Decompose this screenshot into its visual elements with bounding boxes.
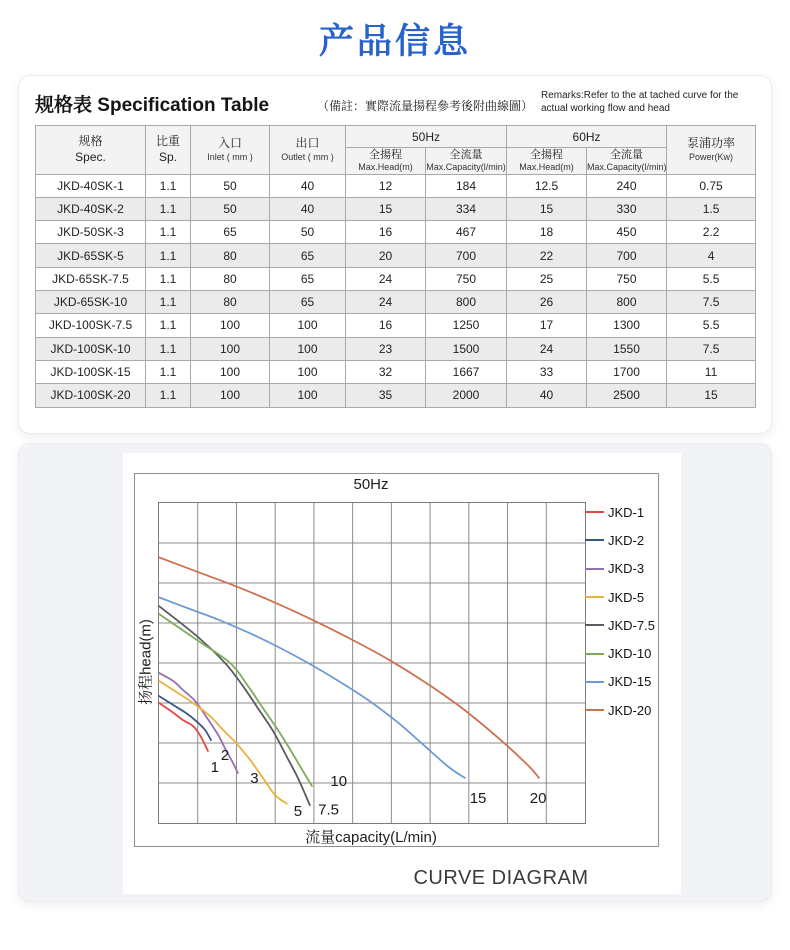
chart-x-axis-label: 流量capacity(L/min) xyxy=(305,829,437,846)
table-cell: 12.5 xyxy=(507,174,587,197)
table-cell: 50 xyxy=(270,221,346,244)
curve-jkd-1 xyxy=(159,703,208,751)
table-cell: 184 xyxy=(426,174,507,197)
table-row xyxy=(36,174,756,197)
table-cell: JKD-100SK-10 xyxy=(36,337,146,360)
table-cell: JKD-40SK-1 xyxy=(36,174,146,197)
table-cell: 2.2 xyxy=(667,221,756,244)
table-cell: 1.1 xyxy=(146,384,191,407)
table-cell: 65 xyxy=(270,267,346,290)
table-cell: 80 xyxy=(191,267,270,290)
table-cell: 50 xyxy=(191,174,270,197)
table-cell: 24 xyxy=(346,291,426,314)
curve-jkd-20 xyxy=(159,557,539,777)
table-cell: 100 xyxy=(191,314,270,337)
spec-table-title-zh: 规格表 xyxy=(35,95,93,116)
table-row xyxy=(36,360,756,383)
table-cell: 700 xyxy=(426,244,507,267)
curve-jkd-15 xyxy=(159,597,465,777)
col-header-60hz-capacity: 全流量 Max.Capacity(l/min) xyxy=(587,149,667,173)
table-cell: 800 xyxy=(587,291,667,314)
table-cell: 100 xyxy=(191,384,270,407)
spec-table-header-row1 xyxy=(36,126,756,148)
legend-item xyxy=(585,555,655,583)
table-cell: 750 xyxy=(587,267,667,290)
table-cell: JKD-100SK-20 xyxy=(36,384,146,407)
table-cell: 15 xyxy=(346,197,426,220)
spec-note: （備註：實際流量揚程參考後附曲線圖） xyxy=(316,99,533,113)
legend-dash-icon xyxy=(585,539,604,541)
table-cell: 22 xyxy=(507,244,587,267)
chart-plot-area xyxy=(158,502,586,824)
curve-chart-area xyxy=(123,453,681,894)
curve-end-label-3: 3 xyxy=(250,769,259,787)
table-cell: 80 xyxy=(191,244,270,267)
table-cell: 330 xyxy=(587,197,667,220)
table-row xyxy=(36,267,756,290)
table-cell: 26 xyxy=(507,291,587,314)
legend-dash-icon xyxy=(585,653,604,655)
table-cell: 50 xyxy=(191,197,270,220)
spec-panel xyxy=(18,75,772,434)
table-cell: 240 xyxy=(587,174,667,197)
legend-item xyxy=(585,611,655,639)
table-cell: 4 xyxy=(667,244,756,267)
table-cell: 1300 xyxy=(587,314,667,337)
legend-item xyxy=(585,639,655,667)
table-cell: 7.5 xyxy=(667,337,756,360)
table-cell: 15 xyxy=(667,384,756,407)
col-header-50hz: 50Hz xyxy=(346,126,507,148)
curve-plot-svg xyxy=(159,503,585,823)
table-cell: JKD-65SK-7.5 xyxy=(36,267,146,290)
spec-table-title-en: Specification Table xyxy=(97,95,270,116)
table-cell: JKD-100SK-7.5 xyxy=(36,314,146,337)
table-cell: 80 xyxy=(191,291,270,314)
legend-dash-icon xyxy=(585,709,604,711)
col-header-sp: 比重 Sp. xyxy=(146,126,191,175)
table-cell: 750 xyxy=(426,267,507,290)
legend-dash-icon xyxy=(585,568,604,570)
table-cell: 800 xyxy=(426,291,507,314)
table-cell: 1.5 xyxy=(667,197,756,220)
table-cell: 334 xyxy=(426,197,507,220)
curve-end-label-1: 1 xyxy=(210,759,219,776)
table-cell: 33 xyxy=(507,360,587,383)
curve-end-label-20: 20 xyxy=(529,790,547,808)
table-cell: JKD-50SK-3 xyxy=(36,221,146,244)
table-cell: 40 xyxy=(270,174,346,197)
table-cell: 65 xyxy=(270,291,346,314)
table-cell: JKD-100SK-15 xyxy=(36,360,146,383)
legend-label: JKD-2 xyxy=(608,532,645,548)
col-header-outlet: 出口 Outlet ( mm ) xyxy=(270,126,346,175)
table-cell: 100 xyxy=(270,384,346,407)
legend-item xyxy=(585,583,655,611)
table-cell: 12 xyxy=(346,174,426,197)
table-cell: 17 xyxy=(507,314,587,337)
table-cell: 16 xyxy=(346,221,426,244)
table-cell: 1.1 xyxy=(146,244,191,267)
col-header-50hz-head: 全揚程 Max.Head(m) xyxy=(346,148,426,175)
legend-label: JKD-5 xyxy=(608,589,645,605)
table-cell: 23 xyxy=(346,337,426,360)
legend-dash-icon xyxy=(585,681,604,683)
legend-label: JKD-15 xyxy=(608,674,652,690)
table-cell: 32 xyxy=(346,360,426,383)
table-cell: 1.1 xyxy=(146,314,191,337)
table-row xyxy=(36,221,756,244)
table-cell: 1667 xyxy=(426,360,507,383)
spec-panel-header xyxy=(19,76,771,123)
table-cell: 0.75 xyxy=(667,174,756,197)
col-header-spec: 规格 Spec. xyxy=(36,126,146,175)
legend-item xyxy=(585,696,655,724)
table-cell: 450 xyxy=(587,221,667,244)
table-row xyxy=(36,244,756,267)
table-row xyxy=(36,291,756,314)
col-header-50hz-capacity: 全流量 Max.Capacity(l/min) xyxy=(426,149,506,173)
table-cell: 1.1 xyxy=(146,291,191,314)
legend-label: JKD-3 xyxy=(608,561,645,577)
legend-dash-icon xyxy=(585,596,604,598)
chart-legend xyxy=(585,498,655,724)
table-cell: 100 xyxy=(270,360,346,383)
table-cell: 700 xyxy=(587,244,667,267)
table-cell: 65 xyxy=(270,244,346,267)
table-cell: 18 xyxy=(507,221,587,244)
spec-table-body xyxy=(36,174,756,407)
curve-jkd-7.5 xyxy=(159,606,310,805)
curve-diagram-caption: CURVE DIAGRAM xyxy=(413,867,589,889)
table-row xyxy=(36,337,756,360)
table-cell: 2500 xyxy=(587,384,667,407)
legend-label: JKD-10 xyxy=(608,646,652,662)
table-row xyxy=(36,197,756,220)
table-cell: 467 xyxy=(426,221,507,244)
legend-dash-icon xyxy=(585,511,604,513)
table-cell: 7.5 xyxy=(667,291,756,314)
legend-item xyxy=(585,526,655,554)
curve-end-label-10: 10 xyxy=(330,772,348,790)
legend-dash-icon xyxy=(585,624,604,626)
table-cell: 40 xyxy=(507,384,587,407)
curve-chart-frame xyxy=(134,473,659,847)
spec-remarks-line1: Remarks:Refer to the at tached curve for the xyxy=(541,90,739,101)
legend-item xyxy=(585,668,655,696)
col-header-power: 泵浦功率 Power(Kw) xyxy=(667,126,756,175)
table-cell: 35 xyxy=(346,384,426,407)
table-cell: JKD-40SK-2 xyxy=(36,197,146,220)
table-cell: 20 xyxy=(346,244,426,267)
spec-table xyxy=(35,125,756,408)
table-cell: 100 xyxy=(270,314,346,337)
table-cell: JKD-65SK-10 xyxy=(36,291,146,314)
col-header-inlet: 入口 Inlet ( mm ) xyxy=(191,126,270,175)
table-cell: 1700 xyxy=(587,360,667,383)
table-cell: 100 xyxy=(191,360,270,383)
col-header-60hz: 60Hz xyxy=(507,126,667,148)
curve-end-label-15: 15 xyxy=(469,790,487,808)
table-cell: 1.1 xyxy=(146,267,191,290)
table-cell: 100 xyxy=(191,337,270,360)
table-row xyxy=(36,314,756,337)
table-cell: 1.1 xyxy=(146,197,191,220)
table-cell: 11 xyxy=(667,360,756,383)
table-cell: 1.1 xyxy=(146,174,191,197)
table-cell: 65 xyxy=(191,221,270,244)
legend-label: JKD-7.5 xyxy=(608,617,655,633)
spec-table-title xyxy=(35,90,269,117)
table-cell: 1550 xyxy=(587,337,667,360)
page-title: 产品信息 xyxy=(318,22,471,61)
table-cell: 1.1 xyxy=(146,337,191,360)
table-cell: 16 xyxy=(346,314,426,337)
table-cell: 5.5 xyxy=(667,314,756,337)
chart-title: 50Hz xyxy=(353,476,389,493)
table-cell: 1.1 xyxy=(146,221,191,244)
legend-item xyxy=(585,498,655,526)
table-cell: 100 xyxy=(270,337,346,360)
chart-y-axis-label: 扬程head(m) xyxy=(137,619,155,705)
spec-remarks xyxy=(541,90,757,115)
table-cell: 24 xyxy=(507,337,587,360)
curve-panel xyxy=(18,443,772,902)
table-cell: 40 xyxy=(270,197,346,220)
legend-label: JKD-20 xyxy=(608,702,652,718)
curve-end-label-2: 2 xyxy=(220,747,230,765)
curve-end-label-7.5: 7.5 xyxy=(318,801,339,819)
table-cell: 25 xyxy=(507,267,587,290)
table-cell: JKD-65SK-5 xyxy=(36,244,146,267)
table-cell: 1.1 xyxy=(146,360,191,383)
table-cell: 1250 xyxy=(426,314,507,337)
curve-end-label-5: 5 xyxy=(293,802,303,820)
table-cell: 5.5 xyxy=(667,267,756,290)
table-cell: 2000 xyxy=(426,384,507,407)
col-header-60hz-head: 全揚程 Max.Head(m) xyxy=(507,148,587,175)
legend-label: JKD-1 xyxy=(608,504,645,520)
table-row xyxy=(36,384,756,407)
table-cell: 1500 xyxy=(426,337,507,360)
spec-remarks-line2: actual working flow and head xyxy=(541,102,670,114)
table-cell: 15 xyxy=(507,197,587,220)
table-cell: 24 xyxy=(346,267,426,290)
